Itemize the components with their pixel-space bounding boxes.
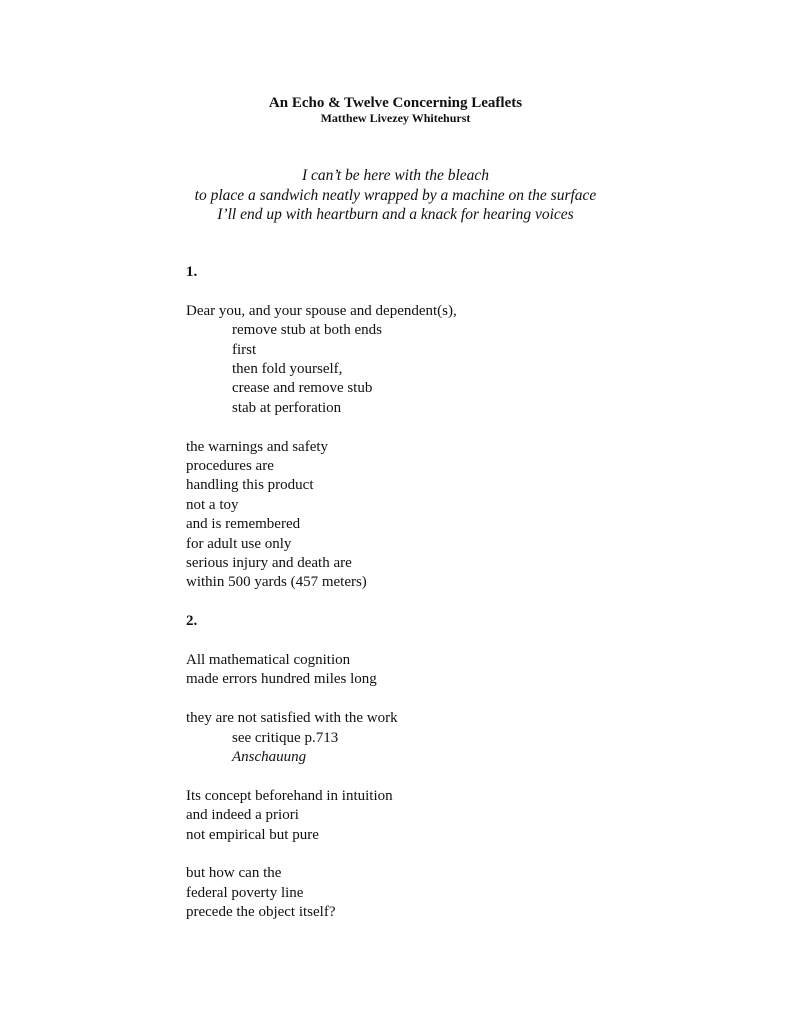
poem-line: stab at perforation [232, 399, 342, 416]
author-name: Matthew Livezey Whitehurst [320, 111, 471, 125]
blank-line [186, 632, 746, 651]
poem-line: for adult use only [186, 535, 292, 552]
epigraph [0, 166, 791, 225]
poem-line: federal poverty line [186, 884, 304, 901]
poem-line: and is remembered [186, 516, 301, 533]
poem-line: not a toy [186, 496, 239, 513]
poem-line: remove stub at both ends [232, 322, 382, 339]
poem-line: they are not satisfied with the work [186, 710, 398, 727]
poem-line: and indeed a priori [186, 807, 299, 824]
epigraph-line: to place a sandwich neatly wrapped by a machine on the surface [194, 186, 597, 204]
poem-line: but how can the [186, 865, 282, 882]
poem-line: precede the object itself? [186, 904, 336, 921]
poem-line: not empirical but pure [186, 826, 319, 843]
poem-line: then fold yourself, [232, 361, 343, 378]
poem-body [186, 263, 746, 923]
poem-line: the warnings and safety [186, 438, 329, 455]
poem-title: An Echo & Twelve Concerning Leaflets [268, 95, 523, 111]
poem-line: procedures are [186, 458, 274, 475]
poem-line: serious injury and death are [186, 555, 352, 572]
epigraph-line: I can’t be here with the bleach [301, 167, 490, 184]
blank-line [186, 593, 746, 612]
poem-line: Its concept beforehand in intuition [186, 787, 393, 804]
poem-line: crease and remove stub [232, 380, 373, 397]
epigraph-line: I’ll end up with heartburn and a knack for hearing voices [217, 206, 574, 223]
poem-line: All mathematical cognition [186, 652, 351, 669]
blank-line [186, 845, 746, 864]
blank-line [186, 418, 746, 437]
section-number: 1. [186, 264, 198, 280]
poem-line: Dear you, and your spouse and dependent(s), [186, 302, 457, 319]
poem-line: handling this product [186, 477, 314, 494]
section-number: 2. [186, 613, 198, 630]
blank-line [186, 690, 746, 709]
blank-line [186, 282, 746, 301]
poem-line: first [232, 341, 257, 358]
poem-line: made errors hundred miles long [186, 671, 377, 688]
poem-line: see critique p.713 [232, 729, 339, 746]
poem-line: Anschauung [232, 749, 307, 766]
poem-line: within 500 yards (457 meters) [186, 574, 367, 591]
blank-line [186, 767, 746, 786]
